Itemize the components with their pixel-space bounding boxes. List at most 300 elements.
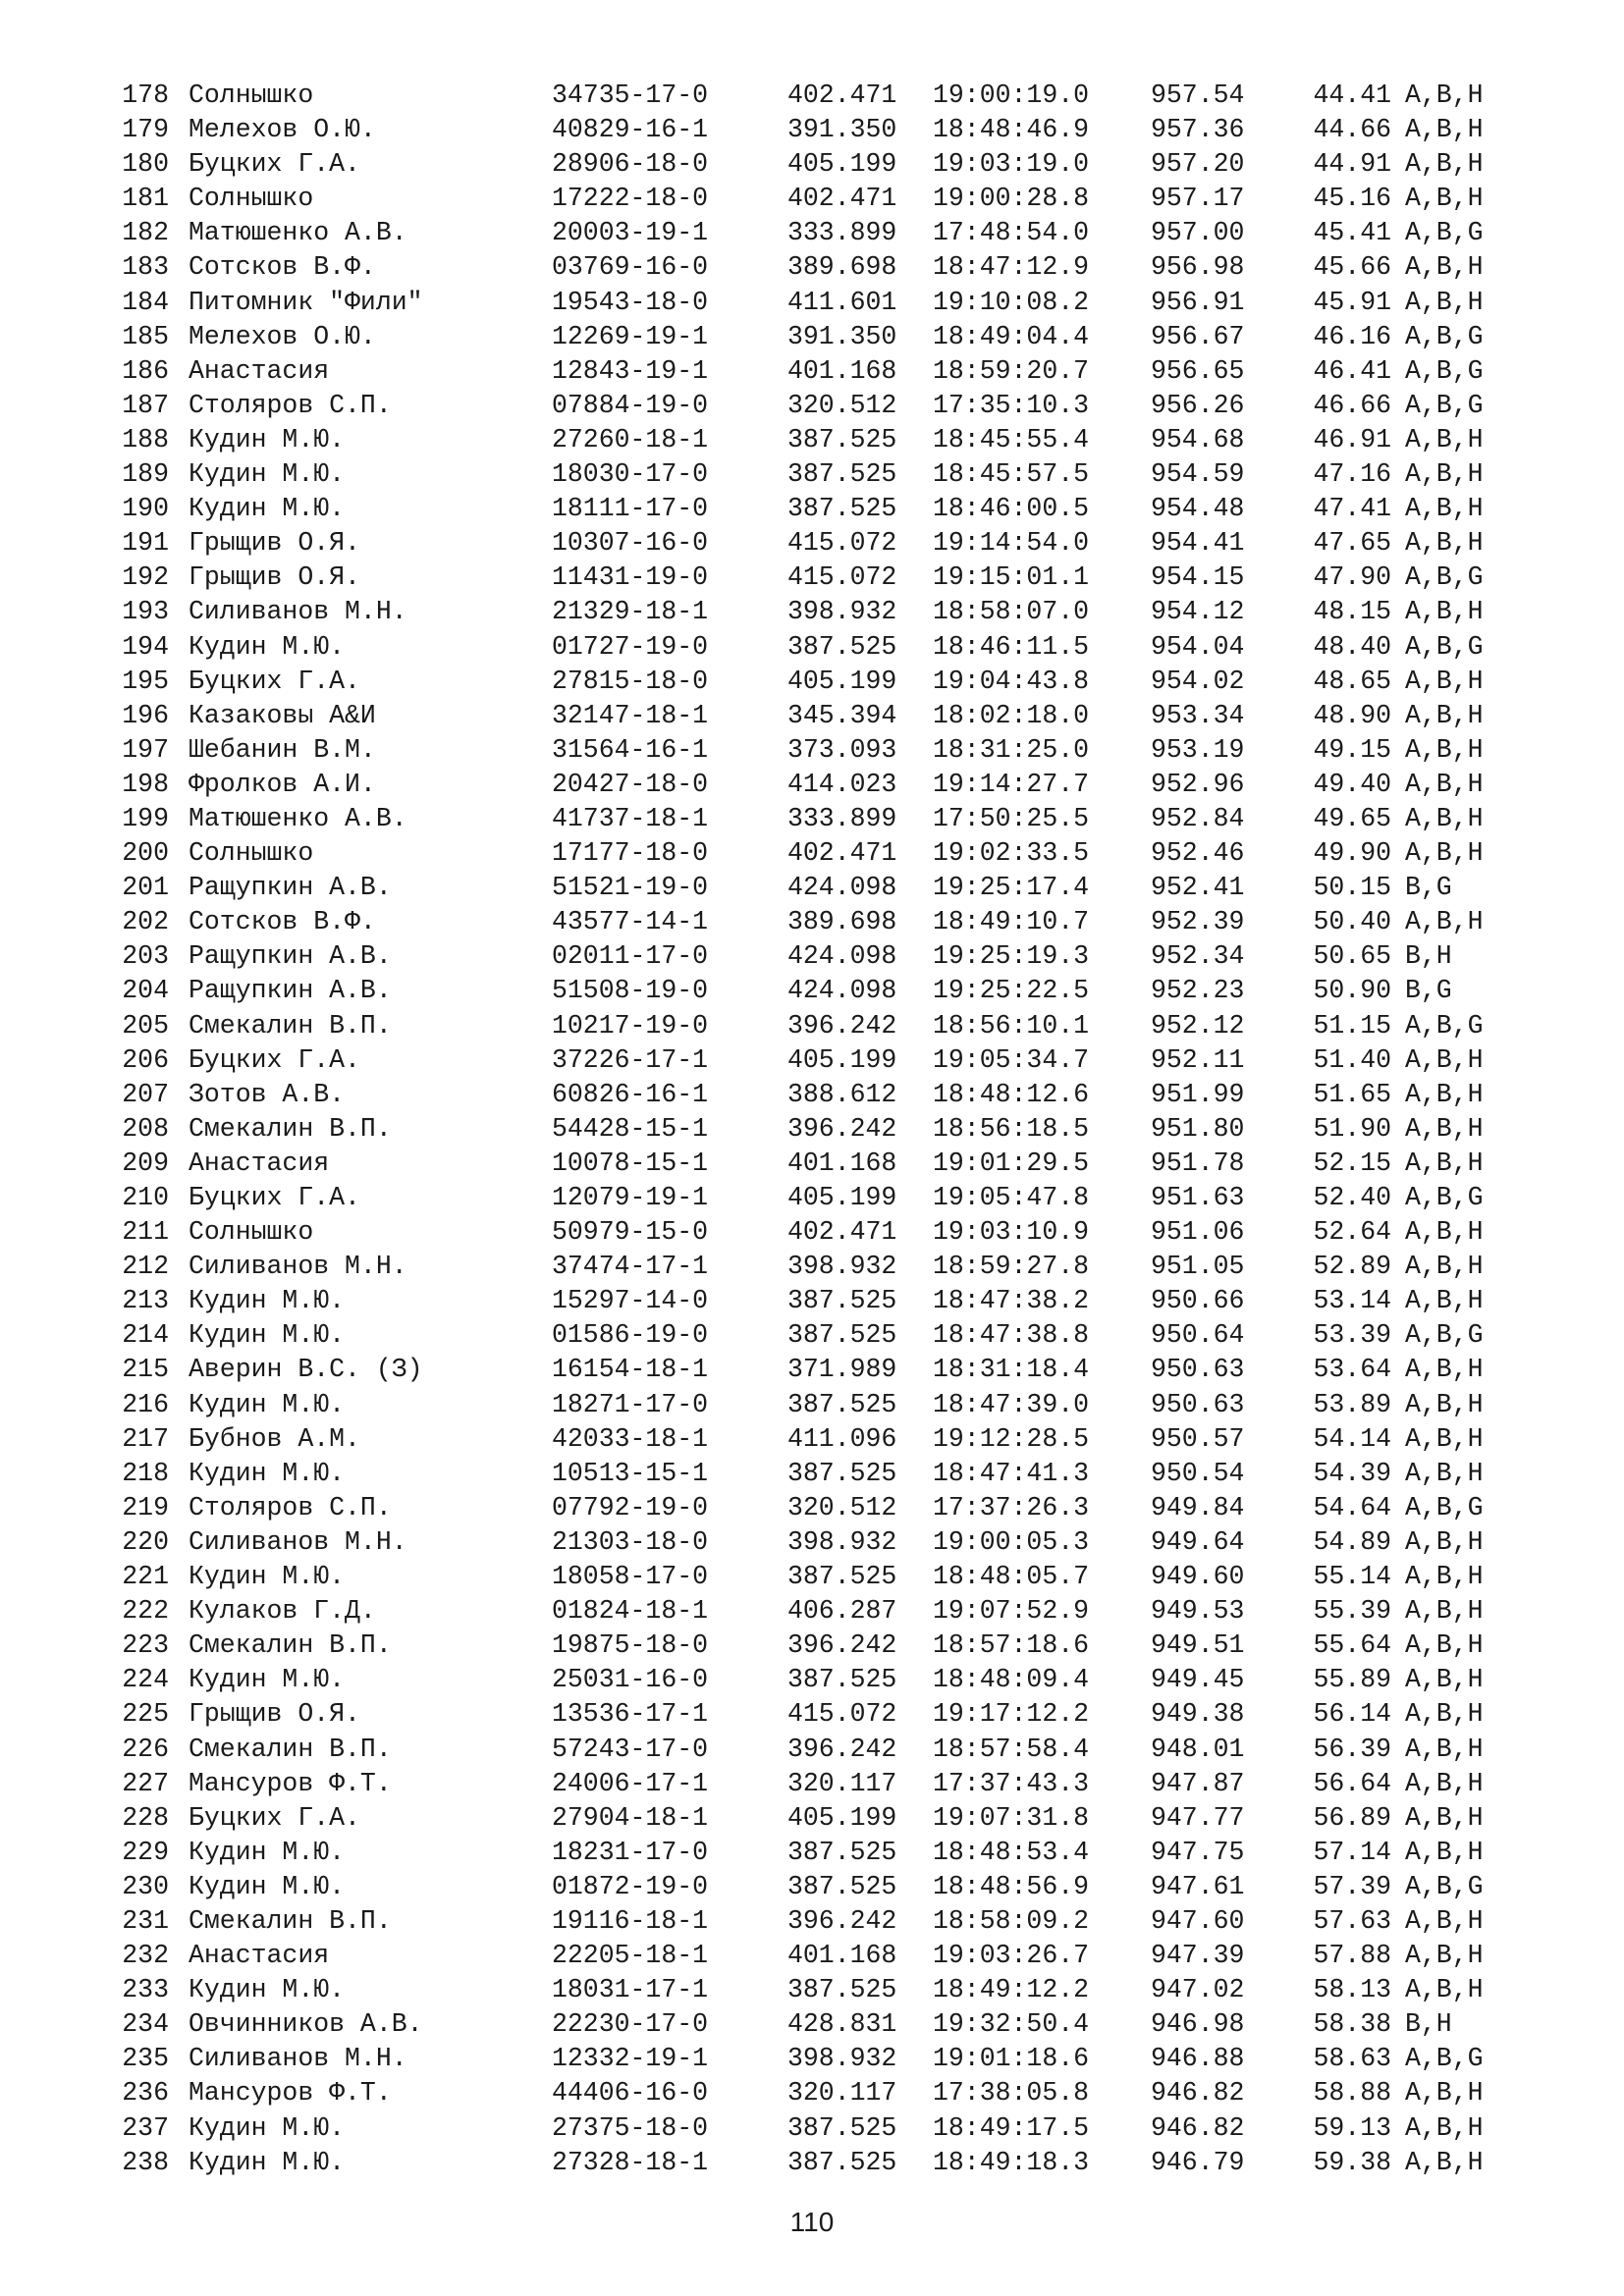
distance-cell: 405.199 <box>787 1183 897 1212</box>
arrival-time-cell: 19:01:18.6 <box>933 2044 1090 2074</box>
arrival-time-cell: 18:57:18.6 <box>933 1630 1090 1661</box>
fancier-name-cell: Солнышко <box>189 184 314 214</box>
ring-number-cell: 01727-19-0 <box>552 631 709 662</box>
table-row <box>116 1594 1499 1629</box>
place-cell: 221 <box>122 1562 169 1592</box>
ring-number-cell: 10307-16-0 <box>552 528 709 559</box>
arrival-time-cell: 18:46:00.5 <box>933 494 1090 524</box>
place-cell: 188 <box>122 424 169 454</box>
coefficient-cell: 57.14 <box>1313 1837 1391 1867</box>
fancier-name-cell: Грыщив О.Я. <box>189 1699 360 1730</box>
table-row <box>116 1318 1499 1353</box>
arrival-time-cell: 18:58:07.0 <box>933 597 1090 627</box>
speed-cell: 956.26 <box>1151 390 1245 420</box>
distance-cell: 387.525 <box>787 2147 897 2177</box>
place-cell: 231 <box>122 1905 169 1936</box>
table-row <box>116 216 1499 250</box>
ring-number-cell: 02011-17-0 <box>552 941 709 972</box>
coefficient-cell: 58.38 <box>1313 2009 1391 2040</box>
place-cell: 201 <box>122 873 169 903</box>
table-row <box>116 665 1499 699</box>
speed-cell: 952.96 <box>1151 769 1245 799</box>
fancier-name-cell: Шебанин В.М. <box>189 734 376 765</box>
categories-cell: A,B,H <box>1405 1113 1484 1144</box>
table-row <box>116 1250 1499 1284</box>
arrival-time-cell: 18:47:41.3 <box>933 1458 1090 1488</box>
place-cell: 181 <box>122 184 169 214</box>
table-row <box>116 389 1499 423</box>
speed-cell: 956.65 <box>1151 355 1245 386</box>
arrival-time-cell: 18:46:11.5 <box>933 631 1090 662</box>
table-row <box>116 1353 1499 1387</box>
distance-cell: 415.072 <box>787 562 897 593</box>
ring-number-cell: 07884-19-0 <box>552 390 709 420</box>
place-cell: 229 <box>122 1837 169 1867</box>
table-row <box>116 1525 1499 1560</box>
ring-number-cell: 13536-17-1 <box>552 1699 709 1730</box>
table-row <box>116 1181 1499 1215</box>
arrival-time-cell: 18:48:56.9 <box>933 1871 1090 1901</box>
categories-cell: A,B,H <box>1405 115 1484 145</box>
place-cell: 184 <box>122 287 169 317</box>
distance-cell: 396.242 <box>787 1630 897 1661</box>
ring-number-cell: 10217-19-0 <box>552 1010 709 1041</box>
table-row <box>116 905 1499 939</box>
table-row <box>116 182 1499 216</box>
categories-cell: A,B,G <box>1405 355 1484 386</box>
categories-cell: A,B,G <box>1405 321 1484 351</box>
fancier-name-cell: Анастасия <box>189 1941 330 1971</box>
ring-number-cell: 57243-17-0 <box>552 1734 709 1764</box>
coefficient-cell: 49.90 <box>1313 838 1391 869</box>
fancier-name-cell: Мелехов О.Ю. <box>189 115 376 145</box>
coefficient-cell: 45.16 <box>1313 184 1391 214</box>
fancier-name-cell: Грыщив О.Я. <box>189 528 360 559</box>
table-row <box>116 1629 1499 1663</box>
place-cell: 225 <box>122 1699 169 1730</box>
distance-cell: 333.899 <box>787 803 897 833</box>
table-row <box>116 1112 1499 1147</box>
speed-cell: 946.79 <box>1151 2147 1245 2177</box>
coefficient-cell: 58.13 <box>1313 1975 1391 2005</box>
table-row <box>116 250 1499 285</box>
categories-cell: A,B,G <box>1405 1320 1484 1351</box>
fancier-name-cell: Матюшенко А.В. <box>189 218 407 248</box>
categories-cell: A,B,H <box>1405 1941 1484 1971</box>
coefficient-cell: 47.90 <box>1313 562 1391 593</box>
categories-cell: A,B,H <box>1405 700 1484 730</box>
table-row <box>116 1422 1499 1457</box>
place-cell: 178 <box>122 80 169 110</box>
speed-cell: 956.67 <box>1151 321 1245 351</box>
coefficient-cell: 48.90 <box>1313 700 1391 730</box>
ring-number-cell: 37226-17-1 <box>552 1044 709 1075</box>
place-cell: 192 <box>122 562 169 593</box>
arrival-time-cell: 18:48:05.7 <box>933 1562 1090 1592</box>
table-row <box>116 974 1499 1008</box>
coefficient-cell: 57.39 <box>1313 1871 1391 1901</box>
table-row <box>116 492 1499 526</box>
table-row <box>116 1939 1499 1973</box>
table-row <box>116 1904 1499 1939</box>
distance-cell: 333.899 <box>787 218 897 248</box>
distance-cell: 401.168 <box>787 355 897 386</box>
distance-cell: 402.471 <box>787 838 897 869</box>
distance-cell: 414.023 <box>787 769 897 799</box>
place-cell: 186 <box>122 355 169 386</box>
arrival-time-cell: 19:07:31.8 <box>933 1802 1090 1833</box>
coefficient-cell: 46.66 <box>1313 390 1391 420</box>
arrival-time-cell: 18:47:38.2 <box>933 1286 1090 1316</box>
place-cell: 199 <box>122 803 169 833</box>
arrival-time-cell: 18:49:18.3 <box>933 2147 1090 2177</box>
coefficient-cell: 45.91 <box>1313 287 1391 317</box>
coefficient-cell: 51.40 <box>1313 1044 1391 1075</box>
distance-cell: 320.512 <box>787 390 897 420</box>
coefficient-cell: 50.90 <box>1313 976 1391 1006</box>
coefficient-cell: 59.13 <box>1313 2112 1391 2143</box>
arrival-time-cell: 18:49:17.5 <box>933 2112 1090 2143</box>
categories-cell: A,B,G <box>1405 390 1484 420</box>
fancier-name-cell: Столяров С.П. <box>189 1492 392 1522</box>
fancier-name-cell: Силиванов М.Н. <box>189 597 407 627</box>
arrival-time-cell: 19:07:52.9 <box>933 1596 1090 1627</box>
distance-cell: 405.199 <box>787 149 897 180</box>
ring-number-cell: 11431-19-0 <box>552 562 709 593</box>
place-cell: 226 <box>122 1734 169 1764</box>
arrival-time-cell: 19:01:29.5 <box>933 1148 1090 1178</box>
coefficient-cell: 54.89 <box>1313 1526 1391 1557</box>
distance-cell: 388.612 <box>787 1079 897 1109</box>
place-cell: 219 <box>122 1492 169 1522</box>
ring-number-cell: 17222-18-0 <box>552 184 709 214</box>
place-cell: 212 <box>122 1252 169 1282</box>
place-cell: 230 <box>122 1871 169 1901</box>
place-cell: 217 <box>122 1423 169 1454</box>
place-cell: 207 <box>122 1079 169 1109</box>
speed-cell: 946.82 <box>1151 2078 1245 2109</box>
arrival-time-cell: 17:48:54.0 <box>933 218 1090 248</box>
table-row <box>116 561 1499 595</box>
coefficient-cell: 51.90 <box>1313 1113 1391 1144</box>
speed-cell: 954.04 <box>1151 631 1245 662</box>
categories-cell: A,B,H <box>1405 907 1484 937</box>
place-cell: 215 <box>122 1355 169 1385</box>
arrival-time-cell: 18:57:58.4 <box>933 1734 1090 1764</box>
table-row <box>116 1663 1499 1697</box>
coefficient-cell: 55.64 <box>1313 1630 1391 1661</box>
speed-cell: 949.45 <box>1151 1665 1245 1695</box>
table-row <box>116 1697 1499 1732</box>
fancier-name-cell: Сотсков В.Ф. <box>189 252 376 283</box>
distance-cell: 398.932 <box>787 1252 897 1282</box>
ring-number-cell: 27328-18-1 <box>552 2147 709 2177</box>
ring-number-cell: 18030-17-0 <box>552 459 709 490</box>
table-row <box>116 1388 1499 1422</box>
categories-cell: A,B,G <box>1405 1492 1484 1522</box>
coefficient-cell: 57.88 <box>1313 1941 1391 1971</box>
place-cell: 220 <box>122 1526 169 1557</box>
fancier-name-cell: Зотов А.В. <box>189 1079 346 1109</box>
place-cell: 234 <box>122 2009 169 2040</box>
categories-cell: A,B,H <box>1405 424 1484 454</box>
arrival-time-cell: 17:38:05.8 <box>933 2078 1090 2109</box>
arrival-time-cell: 17:37:26.3 <box>933 1492 1090 1522</box>
place-cell: 200 <box>122 838 169 869</box>
ring-number-cell: 18231-17-0 <box>552 1837 709 1867</box>
place-cell: 232 <box>122 1941 169 1971</box>
distance-cell: 424.098 <box>787 976 897 1006</box>
categories-cell: A,B,H <box>1405 1079 1484 1109</box>
table-row <box>116 2076 1499 2110</box>
categories-cell: A,B,H <box>1405 287 1484 317</box>
ring-number-cell: 34735-17-0 <box>552 80 709 110</box>
ring-number-cell: 12269-19-1 <box>552 321 709 351</box>
arrival-time-cell: 18:31:18.4 <box>933 1355 1090 1385</box>
categories-cell: A,B,H <box>1405 1526 1484 1557</box>
arrival-time-cell: 19:25:22.5 <box>933 976 1090 1006</box>
arrival-time-cell: 19:00:05.3 <box>933 1526 1090 1557</box>
coefficient-cell: 47.65 <box>1313 528 1391 559</box>
table-row <box>116 939 1499 974</box>
categories-cell: A,B,G <box>1405 1010 1484 1041</box>
speed-cell: 946.88 <box>1151 2044 1245 2074</box>
arrival-time-cell: 18:49:12.2 <box>933 1975 1090 2005</box>
categories-cell: A,B,G <box>1405 1871 1484 1901</box>
fancier-name-cell: Кудин М.Ю. <box>189 494 346 524</box>
speed-cell: 947.61 <box>1151 1871 1245 1901</box>
arrival-time-cell: 19:00:28.8 <box>933 184 1090 214</box>
ring-number-cell: 25031-16-0 <box>552 1665 709 1695</box>
ring-number-cell: 18058-17-0 <box>552 1562 709 1592</box>
categories-cell: A,B,H <box>1405 838 1484 869</box>
distance-cell: 391.350 <box>787 321 897 351</box>
categories-cell: A,B,H <box>1405 1217 1484 1248</box>
arrival-time-cell: 18:47:12.9 <box>933 252 1090 283</box>
speed-cell: 948.01 <box>1151 1734 1245 1764</box>
arrival-time-cell: 19:02:33.5 <box>933 838 1090 869</box>
categories-cell: A,B,H <box>1405 1252 1484 1282</box>
categories-cell: A,B,H <box>1405 184 1484 214</box>
coefficient-cell: 55.89 <box>1313 1665 1391 1695</box>
categories-cell: B,G <box>1405 873 1452 903</box>
arrival-time-cell: 17:35:10.3 <box>933 390 1090 420</box>
place-cell: 224 <box>122 1665 169 1695</box>
place-cell: 187 <box>122 390 169 420</box>
speed-cell: 950.54 <box>1151 1458 1245 1488</box>
coefficient-cell: 47.16 <box>1313 459 1391 490</box>
fancier-name-cell: Кудин М.Ю. <box>189 1665 346 1695</box>
distance-cell: 387.525 <box>787 1286 897 1316</box>
coefficient-cell: 52.15 <box>1313 1148 1391 1178</box>
distance-cell: 411.096 <box>787 1423 897 1454</box>
distance-cell: 396.242 <box>787 1734 897 1764</box>
distance-cell: 402.471 <box>787 184 897 214</box>
ring-number-cell: 01872-19-0 <box>552 1871 709 1901</box>
arrival-time-cell: 18:48:09.4 <box>933 1665 1090 1695</box>
speed-cell: 957.20 <box>1151 149 1245 180</box>
place-cell: 202 <box>122 907 169 937</box>
speed-cell: 949.51 <box>1151 1630 1245 1661</box>
table-row <box>116 733 1499 768</box>
distance-cell: 405.199 <box>787 1044 897 1075</box>
fancier-name-cell: Буцких Г.А. <box>189 1183 360 1212</box>
categories-cell: A,B,H <box>1405 1734 1484 1764</box>
place-cell: 218 <box>122 1458 169 1488</box>
place-cell: 195 <box>122 666 169 696</box>
categories-cell: A,B,H <box>1405 149 1484 180</box>
distance-cell: 396.242 <box>787 1905 897 1936</box>
arrival-time-cell: 18:59:20.7 <box>933 355 1090 386</box>
results-table <box>116 79 1499 2180</box>
distance-cell: 387.525 <box>787 424 897 454</box>
categories-cell: A,B,H <box>1405 2078 1484 2109</box>
table-row <box>116 526 1499 561</box>
arrival-time-cell: 18:48:53.4 <box>933 1837 1090 1867</box>
distance-cell: 387.525 <box>787 1562 897 1592</box>
categories-cell: A,B,H <box>1405 1389 1484 1419</box>
ring-number-cell: 01824-18-1 <box>552 1596 709 1627</box>
table-row <box>116 699 1499 733</box>
place-cell: 213 <box>122 1286 169 1316</box>
place-cell: 185 <box>122 321 169 351</box>
speed-cell: 954.15 <box>1151 562 1245 593</box>
distance-cell: 401.168 <box>787 1941 897 1971</box>
ring-number-cell: 12843-19-1 <box>552 355 709 386</box>
ring-number-cell: 27815-18-0 <box>552 666 709 696</box>
coefficient-cell: 55.39 <box>1313 1596 1391 1627</box>
distance-cell: 387.525 <box>787 2112 897 2143</box>
place-cell: 197 <box>122 734 169 765</box>
fancier-name-cell: Смекалин В.П. <box>189 1113 392 1144</box>
coefficient-cell: 58.63 <box>1313 2044 1391 2074</box>
ring-number-cell: 51508-19-0 <box>552 976 709 1006</box>
table-row <box>116 2007 1499 2042</box>
ring-number-cell: 18031-17-1 <box>552 1975 709 2005</box>
place-cell: 183 <box>122 252 169 283</box>
place-cell: 180 <box>122 149 169 180</box>
arrival-time-cell: 19:04:43.8 <box>933 666 1090 696</box>
fancier-name-cell: Фролков А.И. <box>189 769 376 799</box>
distance-cell: 415.072 <box>787 528 897 559</box>
speed-cell: 952.12 <box>1151 1010 1245 1041</box>
table-row <box>116 871 1499 905</box>
distance-cell: 424.098 <box>787 941 897 972</box>
fancier-name-cell: Ращупкин А.В. <box>189 873 392 903</box>
fancier-name-cell: Кудин М.Ю. <box>189 2147 346 2177</box>
table-row <box>116 457 1499 492</box>
coefficient-cell: 53.89 <box>1313 1389 1391 1419</box>
fancier-name-cell: Матюшенко А.В. <box>189 803 407 833</box>
ring-number-cell: 15297-14-0 <box>552 1286 709 1316</box>
categories-cell: A,B,H <box>1405 1802 1484 1833</box>
ring-number-cell: 07792-19-0 <box>552 1492 709 1522</box>
arrival-time-cell: 19:14:54.0 <box>933 528 1090 559</box>
arrival-time-cell: 19:25:17.4 <box>933 873 1090 903</box>
fancier-name-cell: Кудин М.Ю. <box>189 1458 346 1488</box>
distance-cell: 371.989 <box>787 1355 897 1385</box>
fancier-name-cell: Буцких Г.А. <box>189 666 360 696</box>
ring-number-cell: 27904-18-1 <box>552 1802 709 1833</box>
place-cell: 209 <box>122 1148 169 1178</box>
categories-cell: A,B,G <box>1405 218 1484 248</box>
fancier-name-cell: Солнышко <box>189 80 314 110</box>
distance-cell: 387.525 <box>787 1389 897 1419</box>
arrival-time-cell: 18:47:38.8 <box>933 1320 1090 1351</box>
speed-cell: 952.23 <box>1151 976 1245 1006</box>
fancier-name-cell: Кудин М.Ю. <box>189 2112 346 2143</box>
ring-number-cell: 12079-19-1 <box>552 1183 709 1212</box>
fancier-name-cell: Буцких Г.А. <box>189 149 360 180</box>
categories-cell: A,B,H <box>1405 1665 1484 1695</box>
ring-number-cell: 42033-18-1 <box>552 1423 709 1454</box>
categories-cell: A,B,H <box>1405 2112 1484 2143</box>
coefficient-cell: 46.41 <box>1313 355 1391 386</box>
coefficient-cell: 45.66 <box>1313 252 1391 283</box>
fancier-name-cell: Ращупкин А.В. <box>189 976 392 1006</box>
fancier-name-cell: Силиванов М.Н. <box>189 1252 407 1282</box>
coefficient-cell: 52.64 <box>1313 1217 1391 1248</box>
categories-cell: A,B,H <box>1405 2147 1484 2177</box>
fancier-name-cell: Силиванов М.Н. <box>189 1526 407 1557</box>
speed-cell: 952.39 <box>1151 907 1245 937</box>
categories-cell: A,B,H <box>1405 459 1484 490</box>
categories-cell: A,B,H <box>1405 1905 1484 1936</box>
table-row <box>116 286 1499 320</box>
coefficient-cell: 48.40 <box>1313 631 1391 662</box>
categories-cell: A,B,H <box>1405 494 1484 524</box>
speed-cell: 952.11 <box>1151 1044 1245 1075</box>
place-cell: 233 <box>122 1975 169 2005</box>
coefficient-cell: 54.64 <box>1313 1492 1391 1522</box>
coefficient-cell: 55.14 <box>1313 1562 1391 1592</box>
place-cell: 194 <box>122 631 169 662</box>
distance-cell: 398.932 <box>787 597 897 627</box>
arrival-time-cell: 18:49:04.4 <box>933 321 1090 351</box>
arrival-time-cell: 18:56:18.5 <box>933 1113 1090 1144</box>
place-cell: 205 <box>122 1010 169 1041</box>
table-row <box>116 1043 1499 1078</box>
table-row <box>116 1560 1499 1594</box>
arrival-time-cell: 18:49:10.7 <box>933 907 1090 937</box>
categories-cell: A,B,H <box>1405 1975 1484 2005</box>
coefficient-cell: 52.89 <box>1313 1252 1391 1282</box>
distance-cell: 406.287 <box>787 1596 897 1627</box>
ring-number-cell: 44406-16-0 <box>552 2078 709 2109</box>
table-row <box>116 1147 1499 1181</box>
ring-number-cell: 31564-16-1 <box>552 734 709 765</box>
categories-cell: B,H <box>1405 2009 1452 2040</box>
place-cell: 196 <box>122 700 169 730</box>
fancier-name-cell: Кудин М.Ю. <box>189 1837 346 1867</box>
fancier-name-cell: Кулаков Г.Д. <box>189 1596 376 1627</box>
coefficient-cell: 54.14 <box>1313 1423 1391 1454</box>
place-cell: 214 <box>122 1320 169 1351</box>
categories-cell: A,B,H <box>1405 1768 1484 1798</box>
speed-cell: 956.91 <box>1151 287 1245 317</box>
coefficient-cell: 48.65 <box>1313 666 1391 696</box>
coefficient-cell: 59.38 <box>1313 2147 1391 2177</box>
coefficient-cell: 46.91 <box>1313 424 1391 454</box>
ring-number-cell: 20003-19-1 <box>552 218 709 248</box>
place-cell: 237 <box>122 2112 169 2143</box>
distance-cell: 387.525 <box>787 494 897 524</box>
speed-cell: 947.60 <box>1151 1905 1245 1936</box>
distance-cell: 387.525 <box>787 1871 897 1901</box>
fancier-name-cell: Питомник "Фили" <box>189 287 423 317</box>
coefficient-cell: 49.65 <box>1313 803 1391 833</box>
speed-cell: 949.53 <box>1151 1596 1245 1627</box>
